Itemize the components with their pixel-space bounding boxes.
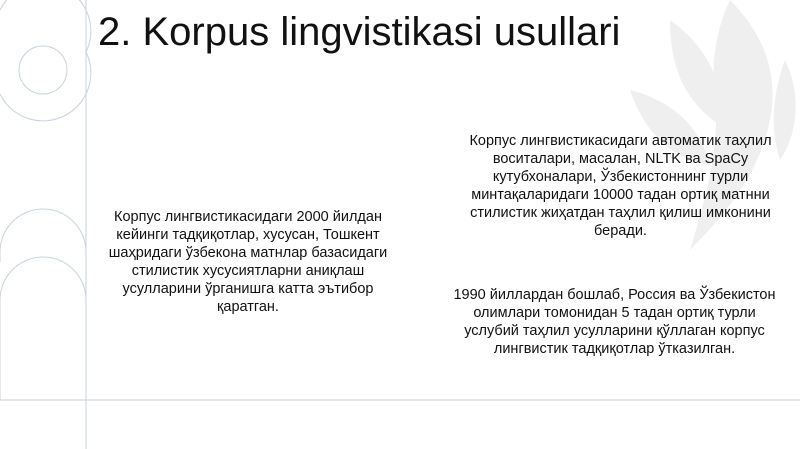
arch-middle-lower [0,257,86,330]
slide-title: 2. Korpus lingvistikasi usullari [98,10,621,54]
circle-top-inner [19,46,67,94]
arch-middle-upper [0,209,86,262]
arc-top-outer [0,0,91,121]
right-bottom-text-block: 1990 йиллардан бошлаб, Россия ва Ўзбекистон олимлари томонидан 5 тадан ортиқ турли услубий таҳлил усулларини қўллаган корпус лингвистик тадқиқотлар ўтказилган. [453,287,776,357]
left-text-block: Корпус лингвистикасидаги 2000 йилдан кейинги тадқиқотлар, хусусан, Тошкент шаҳридаги ўзбекона матнлар базасидаги стилистик хусусиятларни аниқлаш усулларини ўрганишга катта эътибор қаратган. [108,209,388,315]
right-top-text-block: Корпус лингвистикасидаги автоматик таҳлил воситалари, масалан, NLTK ва SpaCy кутубхоналари, Ўзбекистоннинг турли минтақаларидаги 10000 тадан ортиқ матнни стилистик жиҳатдан таҳлил қилиш имконини беради. [469,133,772,239]
